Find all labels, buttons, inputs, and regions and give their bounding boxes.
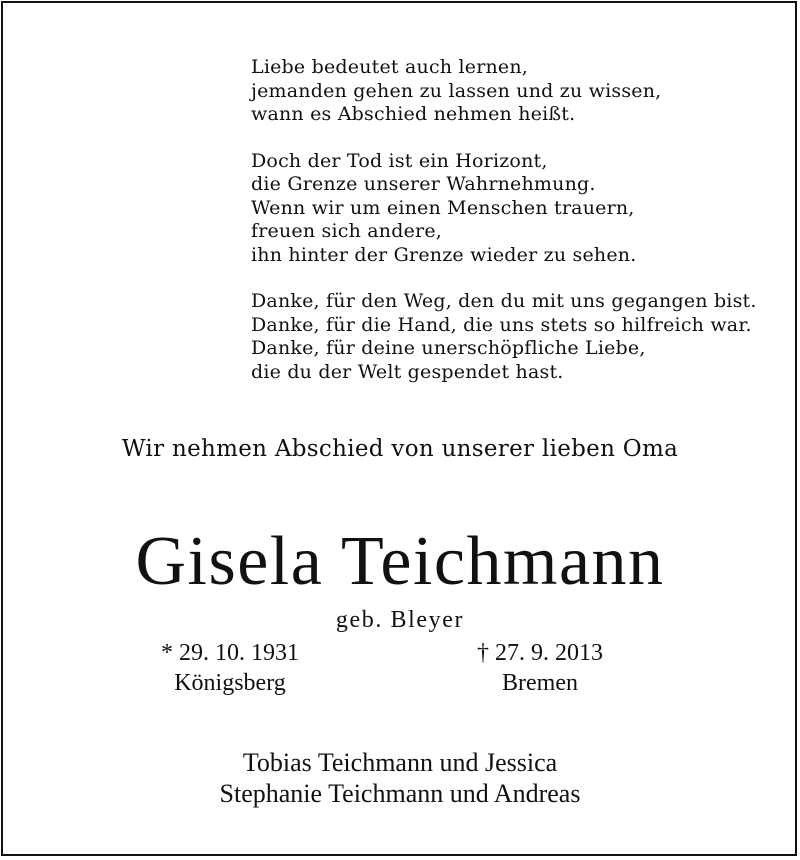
deceased-name: Gisela Teichmann	[135, 523, 665, 600]
poem-line: die du der Welt gespendet hast.	[251, 360, 564, 383]
poem-line: Danke, für deine unerschöpfliche Liebe,	[251, 337, 646, 359]
death-info	[440, 638, 640, 698]
signer-line: Stephanie Teichmann und Andreas	[219, 779, 581, 808]
poem-line: Doch der Tod ist ein Horizont,	[251, 149, 548, 172]
intro-text: Wir nehmen Abschied von unserer lieben Oma	[121, 436, 679, 462]
poem-line: wann es Abschied nehmen heißt.	[251, 103, 576, 125]
poem-line: Danke, für den Weg, den du mit uns gegangen bist.	[251, 290, 757, 312]
signers	[0, 747, 800, 809]
poem-stanza-3	[251, 290, 791, 384]
maiden-name: geb. Bleyer	[335, 607, 465, 633]
death-place: Bremen	[502, 670, 578, 696]
birth-info	[130, 638, 330, 698]
poem-stanza-2	[251, 150, 791, 268]
poem-line: die Grenze unserer Wahrnehmung.	[251, 173, 596, 195]
poem-line: Wenn wir um einen Menschen trauern,	[251, 196, 635, 219]
poem-line: jemanden gehen zu lassen und zu wissen,	[251, 79, 662, 102]
death-date: † 27. 9. 2013	[477, 640, 603, 666]
signer-line: Tobias Teichmann und Jessica	[242, 748, 558, 777]
poem-line: ihn hinter der Grenze wieder zu sehen.	[251, 243, 637, 266]
poem-line: freuen sich andere,	[251, 220, 442, 242]
poem-stanza-1	[251, 56, 791, 127]
poem	[251, 56, 791, 407]
poem-line: Danke, für die Hand, die uns stets so hilfreich war.	[251, 313, 752, 336]
birth-place: Königsberg	[174, 670, 286, 696]
birth-date: * 29. 10. 1931	[161, 640, 299, 666]
poem-line: Liebe bedeutet auch lernen,	[251, 56, 529, 78]
obituary-frame	[1, 1, 797, 856]
